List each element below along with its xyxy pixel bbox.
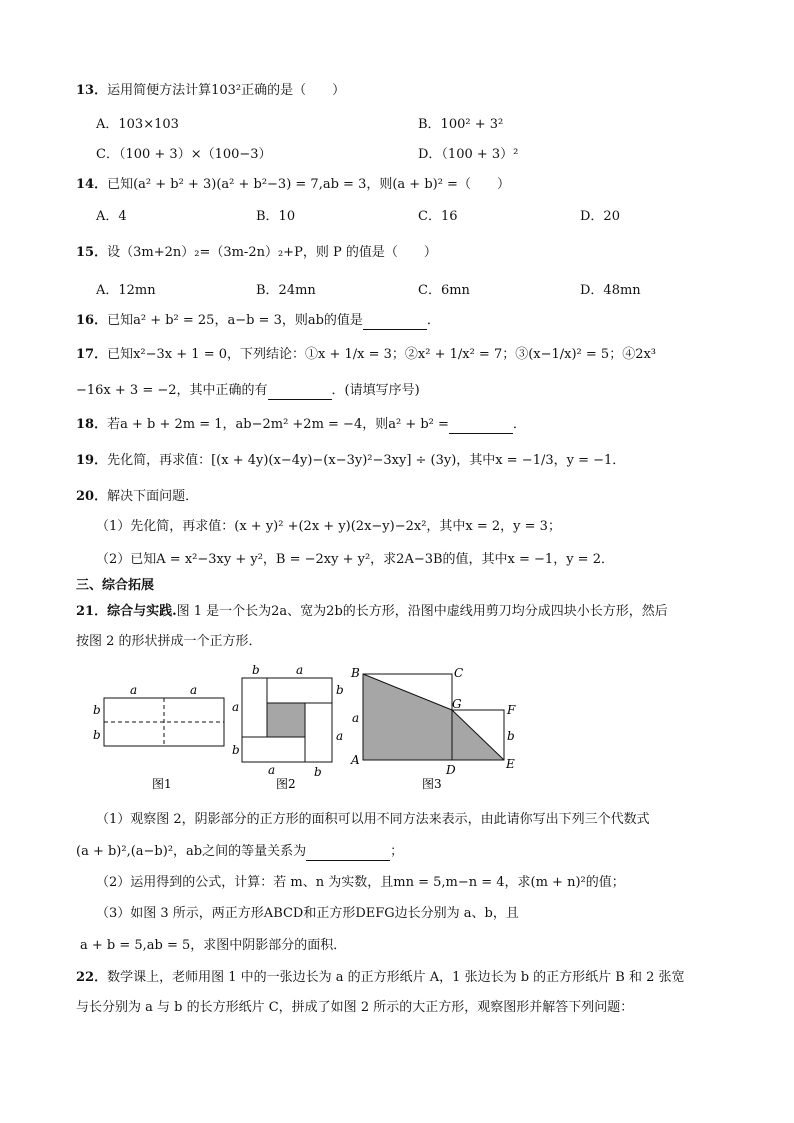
figure-1 xyxy=(93,683,224,791)
figure-2 xyxy=(232,663,344,791)
fig2-shaded-square xyxy=(267,703,305,737)
fig1-label-b2: b xyxy=(93,728,101,742)
q18-answer-blank[interactable] xyxy=(449,419,513,434)
fig3-label-E: E xyxy=(506,757,515,771)
fig3-label-G: G xyxy=(452,697,462,711)
q18-tail: ． xyxy=(512,417,526,432)
q21-sub2: （2）运用得到的公式，计算：若 m、n 为实数，且mn = 5,m−n = 4，求(m + n)²的值； xyxy=(96,875,625,890)
fig3-label-F: F xyxy=(507,703,516,717)
q14-stem xyxy=(76,176,510,194)
q20-sub1: （1）先化简，再求值：(x + y)² +(2x + y)(2x−y)−2x²，其中x = 2，y = 3； xyxy=(96,519,561,534)
fig3-caption: 图3 xyxy=(422,777,442,791)
section-3-title: 三、综合拓展 xyxy=(76,578,155,593)
fig3-label-b: b xyxy=(507,729,515,743)
q21-line2: 按图 2 的形状拼成一个正方形． xyxy=(76,634,262,649)
q22-text-line1: 数学课上，老师用图 1 中的一张边长为 a 的正方形纸片 A，1 张边长为 b 的正方形纸片 B 和 2 张宽 xyxy=(107,970,685,985)
q14-option-d: D．20 xyxy=(580,209,620,224)
q16-stem xyxy=(76,312,440,330)
fig3-label-B: B xyxy=(351,666,360,680)
q13-option-d: D．（100 + 3）² xyxy=(418,147,519,162)
q14-option-c: C．16 xyxy=(418,209,458,224)
fig1-caption: 图1 xyxy=(152,777,172,791)
q18-number: 18． xyxy=(76,417,108,432)
q14-number: 14． xyxy=(76,177,108,192)
fig3-label-C: C xyxy=(454,666,464,680)
q21-number: 21． xyxy=(76,604,108,619)
q15-option-d: D．48mn xyxy=(580,283,641,298)
q17-answer-blank[interactable] xyxy=(268,385,332,400)
fig3-label-A: A xyxy=(351,753,360,767)
q17-text-line1: 已知x²−3x + 1 = 0，下列结论：①x + 1/x = 3；②x² + 1/x² = 7；③(x−1/x)² = 5；④2x³ xyxy=(107,347,657,362)
q22-line1 xyxy=(76,969,685,987)
q21-figures xyxy=(86,660,526,800)
q13-number: 13． xyxy=(76,83,108,98)
q20-stem xyxy=(76,488,198,506)
q15-number: 15． xyxy=(76,245,108,260)
q21-line1 xyxy=(76,603,668,621)
q14-text: 已知(a² + b² + 3)(a² + b²−3) = 7,ab = 3，则(a + b)² =（ ） xyxy=(107,177,510,192)
fig2-label-b-left: b xyxy=(232,743,240,757)
fig2-label-a-top: a xyxy=(296,663,304,677)
q21-sub3-line1: （3）如图 3 所示，两正方形ABCD和正方形DEFG边长分别为 a、b，且 xyxy=(96,906,519,921)
q14-option-b: B．10 xyxy=(256,209,296,224)
figure-3 xyxy=(350,666,516,791)
q21-answer-blank[interactable] xyxy=(306,846,390,861)
fig2-caption: 图2 xyxy=(276,777,296,791)
q21-text-line1: 图 1 是一个长为2a、宽为2b的长方形，沿图中虚线用剪刀均分成四块小长方形，然后 xyxy=(176,604,668,619)
q14-option-a: A．4 xyxy=(96,209,127,224)
q13-option-b: B．100² + 3² xyxy=(418,117,504,132)
q17-line1 xyxy=(76,346,656,364)
fig2-label-a-bottom: a xyxy=(268,763,276,777)
q15-text: 设（3m+2n）₂=（3m-2n）₂+P，则 P 的值是（ ） xyxy=(107,245,437,260)
fig2-label-b-top: b xyxy=(252,663,260,677)
fig2-label-b-right: b xyxy=(336,683,344,697)
q21-sub1-text: (a + b)²,(a−b)²，ab之间的等量关系为 xyxy=(76,844,307,859)
q17-line2 xyxy=(76,382,420,400)
q16-tail: ． xyxy=(426,313,440,328)
fig2-label-b-bottom: b xyxy=(314,765,322,779)
fig1-label-a1: a xyxy=(130,683,138,697)
q21-sub1-tail: ； xyxy=(390,844,404,859)
q13-option-c: C．（100 + 3）×（100−3） xyxy=(96,147,272,162)
fig3-shaded-region xyxy=(363,674,504,760)
fig1-label-a2: a xyxy=(190,683,198,697)
q21-sub3-line2: a + b = 5,ab = 5，求图中阴影部分的面积． xyxy=(80,938,347,953)
q18-stem xyxy=(76,416,526,434)
q20-number: 20． xyxy=(76,489,108,504)
q16-number: 16． xyxy=(76,313,108,328)
q17-text-line2a: −16x + 3 = −2，其中正确的有 xyxy=(76,383,268,398)
q15-stem xyxy=(76,244,437,262)
q19-number: 19． xyxy=(76,453,108,468)
fig1-label-b1: b xyxy=(93,703,101,717)
q13-stem xyxy=(76,82,345,100)
fig3-label-a: a xyxy=(352,711,360,725)
q18-text: 若a + b + 2m = 1，ab−2m² +2m = −4，则a² + b² = xyxy=(107,417,449,432)
fig2-label-a-right: a xyxy=(336,729,344,743)
q21-bold-title: 综合与实践. xyxy=(107,604,177,619)
q16-text: 已知a² + b² = 25，a−b = 3，则ab的值是 xyxy=(107,313,363,328)
q15-option-b: B．24mn xyxy=(256,283,316,298)
q16-answer-blank[interactable] xyxy=(363,315,427,330)
fig3-label-D: D xyxy=(446,763,456,777)
q15-option-a: A．12mn xyxy=(96,283,156,298)
fig2-label-a-left: a xyxy=(232,700,240,714)
q21-sub1-line1: （1）观察图 2，阴影部分的正方形的面积可以用不同方法来表示，由此请你写出下列三个代数式 xyxy=(96,812,650,827)
q19-stem xyxy=(76,452,625,470)
q15-option-c: C．6mn xyxy=(418,283,470,298)
q20-sub2: （2）已知A = x²−3xy + y²，B = −2xy + y²，求2A−3B的值，其中x = −1，y = 2． xyxy=(96,552,614,567)
q22-line2: 与长分别为 a 与 b 的长方形纸片 C，拼成了如图 2 所示的大正方形，观察图形并解答下列问题： xyxy=(76,1000,634,1015)
q19-text: 先化简，再求值：[(x + 4y)(x−4y)−(x−3y)²−3xy] ÷ (3y)，其中x = −1/3，y = −1． xyxy=(107,453,626,468)
q20-text: 解决下面问题． xyxy=(107,489,199,504)
q21-sub1-line2 xyxy=(76,843,403,861)
q13-option-a: A．103×103 xyxy=(96,117,179,132)
q17-number: 17． xyxy=(76,347,108,362)
q22-number: 22． xyxy=(76,970,108,985)
q13-text: 运用简便方法计算103²正确的是（ ） xyxy=(107,83,346,98)
q17-text-line2b: ．(请填写序号) xyxy=(331,383,420,398)
